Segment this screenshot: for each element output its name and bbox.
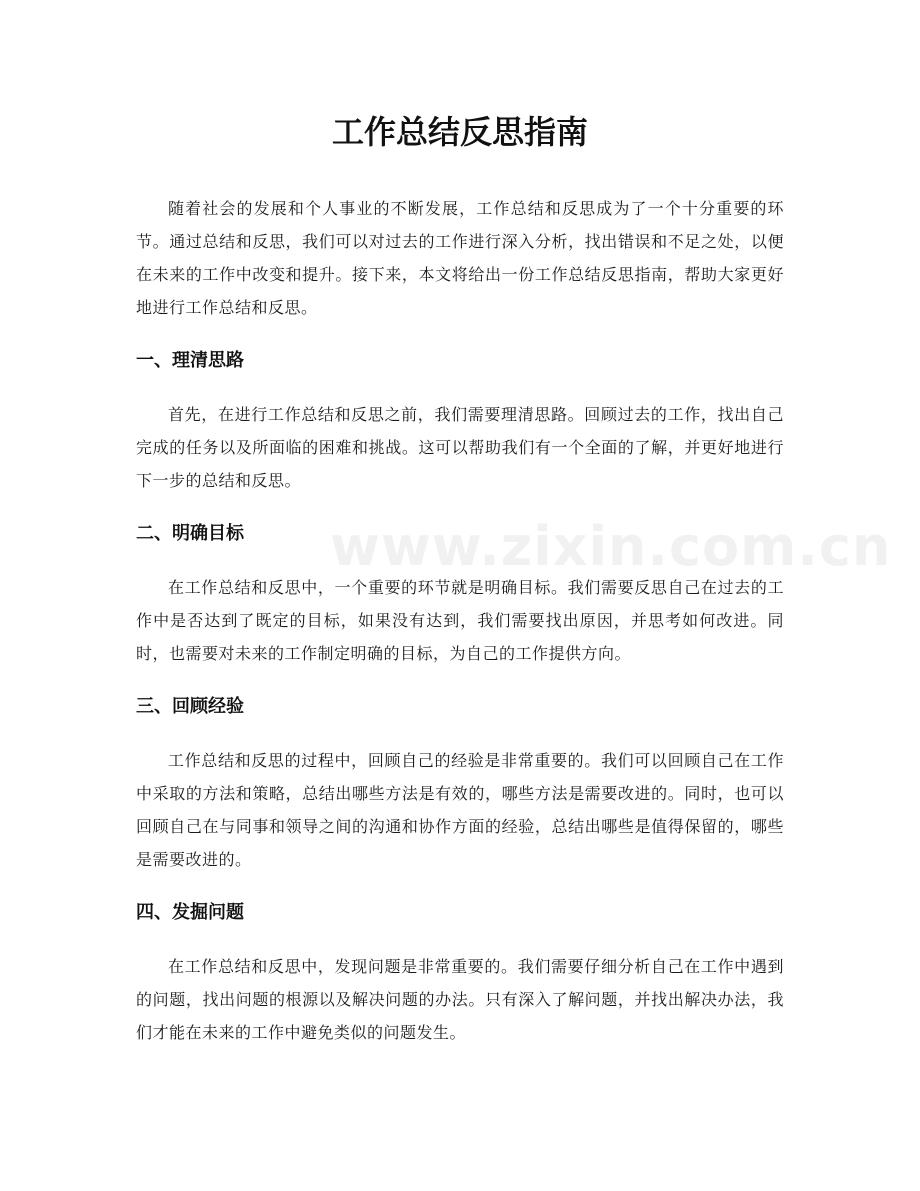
section-heading-4: 四、发掘问题 [136, 902, 244, 923]
section-heading-2: 二、明确目标 [136, 523, 244, 544]
section-body-2: 在工作总结和反思中，一个重要的环节就是明确目标。我们需要反思自己在过去的工作中是否达到了既定的目标，如果没有达到，我们需要找出原因，并思考如何改进。同时，也需要对未来的工作制定明确的目标，为自己的工作提供方向。 [136, 578, 784, 663]
section-body-3: 工作总结和反思的过程中，回顾自己的经验是非常重要的。我们可以回顾自己在工作中采取的方法和策略，总结出哪些方法是有效的，哪些方法是需要改进的。同时，也可以回顾自己在与同事和领导之间的沟通和协作方面的经验，总结出哪些是值得保留的，哪些是需要改进的。 [136, 751, 784, 869]
document-title: 工作总结反思指南 [331, 113, 588, 151]
section-heading-3: 三、回顾经验 [136, 696, 244, 717]
section-body-1: 首先，在进行工作总结和反思之前，我们需要理清思路。回顾过去的工作，找出自己完成的任务以及所面临的困难和挑战。这可以帮助我们有一个全面的了解，并更好地进行下一步的总结和反思。 [136, 405, 784, 490]
section-body-4: 在工作总结和反思中，发现问题是非常重要的。我们需要仔细分析自己在工作中遇到的问题，找出问题的根源以及解决问题的办法。只有深入了解问题，并找出解决办法，我们才能在未来的工作中避免类似的问题发生。 [136, 957, 784, 1042]
intro-paragraph: 随着社会的发展和个人事业的不断发展，工作总结和反思成为了一个十分重要的环节。通过总结和反思，我们可以对过去的工作进行深入分析，找出错误和不足之处，以便在未来的工作中改变和提升。接下来，本文将给出一份工作总结反思指南，帮助大家更好地进行工作总结和反思。 [136, 199, 784, 317]
watermark: www.zixin.com.cn [330, 515, 892, 578]
section-heading-1: 一、理清思路 [136, 350, 244, 371]
